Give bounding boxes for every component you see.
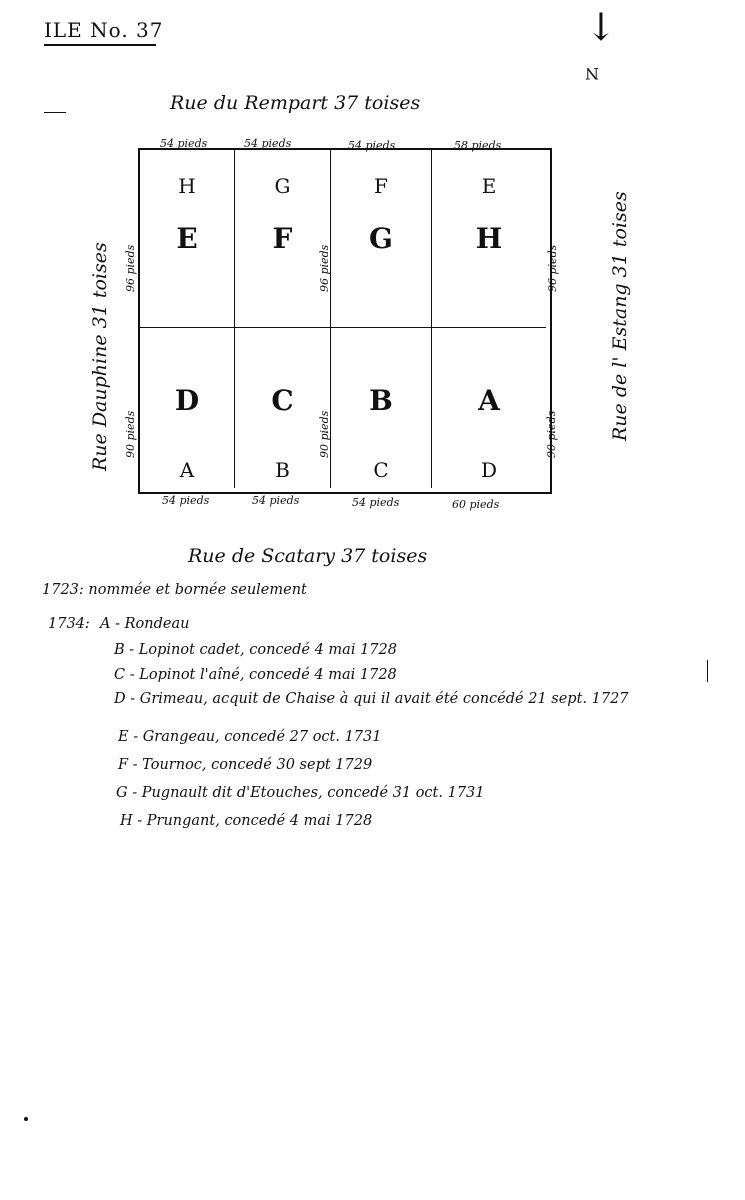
lot-new-letter: C bbox=[271, 384, 294, 417]
lot-plan bbox=[138, 148, 548, 490]
lot-new-letter: B bbox=[369, 384, 393, 417]
margin-dash bbox=[44, 112, 66, 113]
lot-new-letter: G bbox=[369, 222, 393, 255]
top-width-3: 54 pieds bbox=[348, 139, 396, 152]
top-width-1: 54 pieds bbox=[160, 137, 208, 150]
note-1723: 1723: nommée et bornée seulement bbox=[42, 582, 307, 598]
street-bottom-label: Rue de Scatary 37 toises bbox=[188, 545, 428, 567]
lot-new-letter: A bbox=[478, 384, 500, 417]
top-width-4: 58 pieds bbox=[454, 139, 502, 152]
bottom-width-3: 54 pieds bbox=[352, 496, 400, 509]
lot-new-letter: H bbox=[475, 222, 503, 255]
lot-old-letter: E bbox=[481, 174, 497, 198]
lot-old-letter: D bbox=[480, 458, 498, 482]
note-entry-d: D - Grimeau, acquit de Chaise à qui il avait été concédé 21 sept. 1727 bbox=[114, 691, 629, 707]
north-label: N bbox=[585, 64, 599, 83]
lot-old-letter: F bbox=[374, 174, 388, 198]
note-entry-a: A - Rondeau bbox=[100, 616, 190, 632]
note-entry-c: C - Lopinot l'aîné, concedé 4 mai 1728 bbox=[114, 667, 397, 683]
lot-bottom-1 bbox=[140, 328, 235, 488]
note-entry-e: E - Grangeau, concedé 27 oct. 1731 bbox=[118, 729, 382, 745]
top-width-2: 54 pieds bbox=[244, 137, 292, 150]
lot-old-letter: H bbox=[178, 174, 196, 198]
north-arrow-icon: ↓ bbox=[585, 5, 617, 49]
lot-old-letter: C bbox=[373, 458, 389, 482]
scan-dot bbox=[24, 1117, 28, 1121]
lot-bottom-3 bbox=[331, 328, 432, 488]
street-top-label: Rue du Rempart 37 toises bbox=[170, 92, 421, 114]
bottom-depth-middle: 90 pieds bbox=[318, 410, 331, 458]
bottom-width-4: 60 pieds bbox=[452, 498, 500, 511]
lot-top-3 bbox=[331, 150, 432, 328]
margin-mark bbox=[707, 660, 708, 682]
note-1734-year: 1734: bbox=[48, 616, 90, 632]
top-depth-middle: 96 pieds bbox=[318, 244, 331, 292]
lot-bottom-2 bbox=[235, 328, 331, 488]
lot-old-letter: G bbox=[274, 174, 291, 198]
lot-new-letter: E bbox=[176, 222, 198, 255]
top-depth-right: 96 pieds bbox=[546, 244, 559, 292]
lot-top-2 bbox=[235, 150, 331, 328]
lot-grid bbox=[138, 148, 552, 494]
lot-new-letter: D bbox=[174, 384, 200, 417]
island-title: ILE No. 37 bbox=[44, 18, 164, 42]
street-right-label: Rue de l' Estang 31 toises bbox=[609, 191, 631, 441]
note-entry-f: F - Tournoc, concedé 30 sept 1729 bbox=[118, 757, 373, 773]
bottom-width-1: 54 pieds bbox=[162, 494, 210, 507]
note-entry-g: G - Pugnault dit d'Etouches, concedé 31 oct. 1731 bbox=[116, 785, 485, 801]
lot-old-letter: B bbox=[275, 458, 290, 482]
lot-top-4 bbox=[432, 150, 546, 328]
street-left-label: Rue Dauphine 31 toises bbox=[89, 242, 111, 471]
bottom-depth-left: 90 pieds bbox=[124, 410, 137, 458]
lot-top-1 bbox=[140, 150, 235, 328]
title-underline bbox=[44, 44, 156, 46]
lot-bottom-4 bbox=[432, 328, 546, 488]
lot-old-letter: A bbox=[179, 458, 195, 482]
note-entry-h: H - Prungant, concedé 4 mai 1728 bbox=[120, 813, 373, 829]
lot-new-letter: F bbox=[272, 222, 293, 255]
top-depth-left: 96 pieds bbox=[124, 244, 137, 292]
bottom-depth-right: 90 pieds bbox=[545, 410, 558, 458]
note-entry-b: B - Lopinot cadet, concedé 4 mai 1728 bbox=[114, 642, 397, 658]
bottom-width-2: 54 pieds bbox=[252, 494, 300, 507]
